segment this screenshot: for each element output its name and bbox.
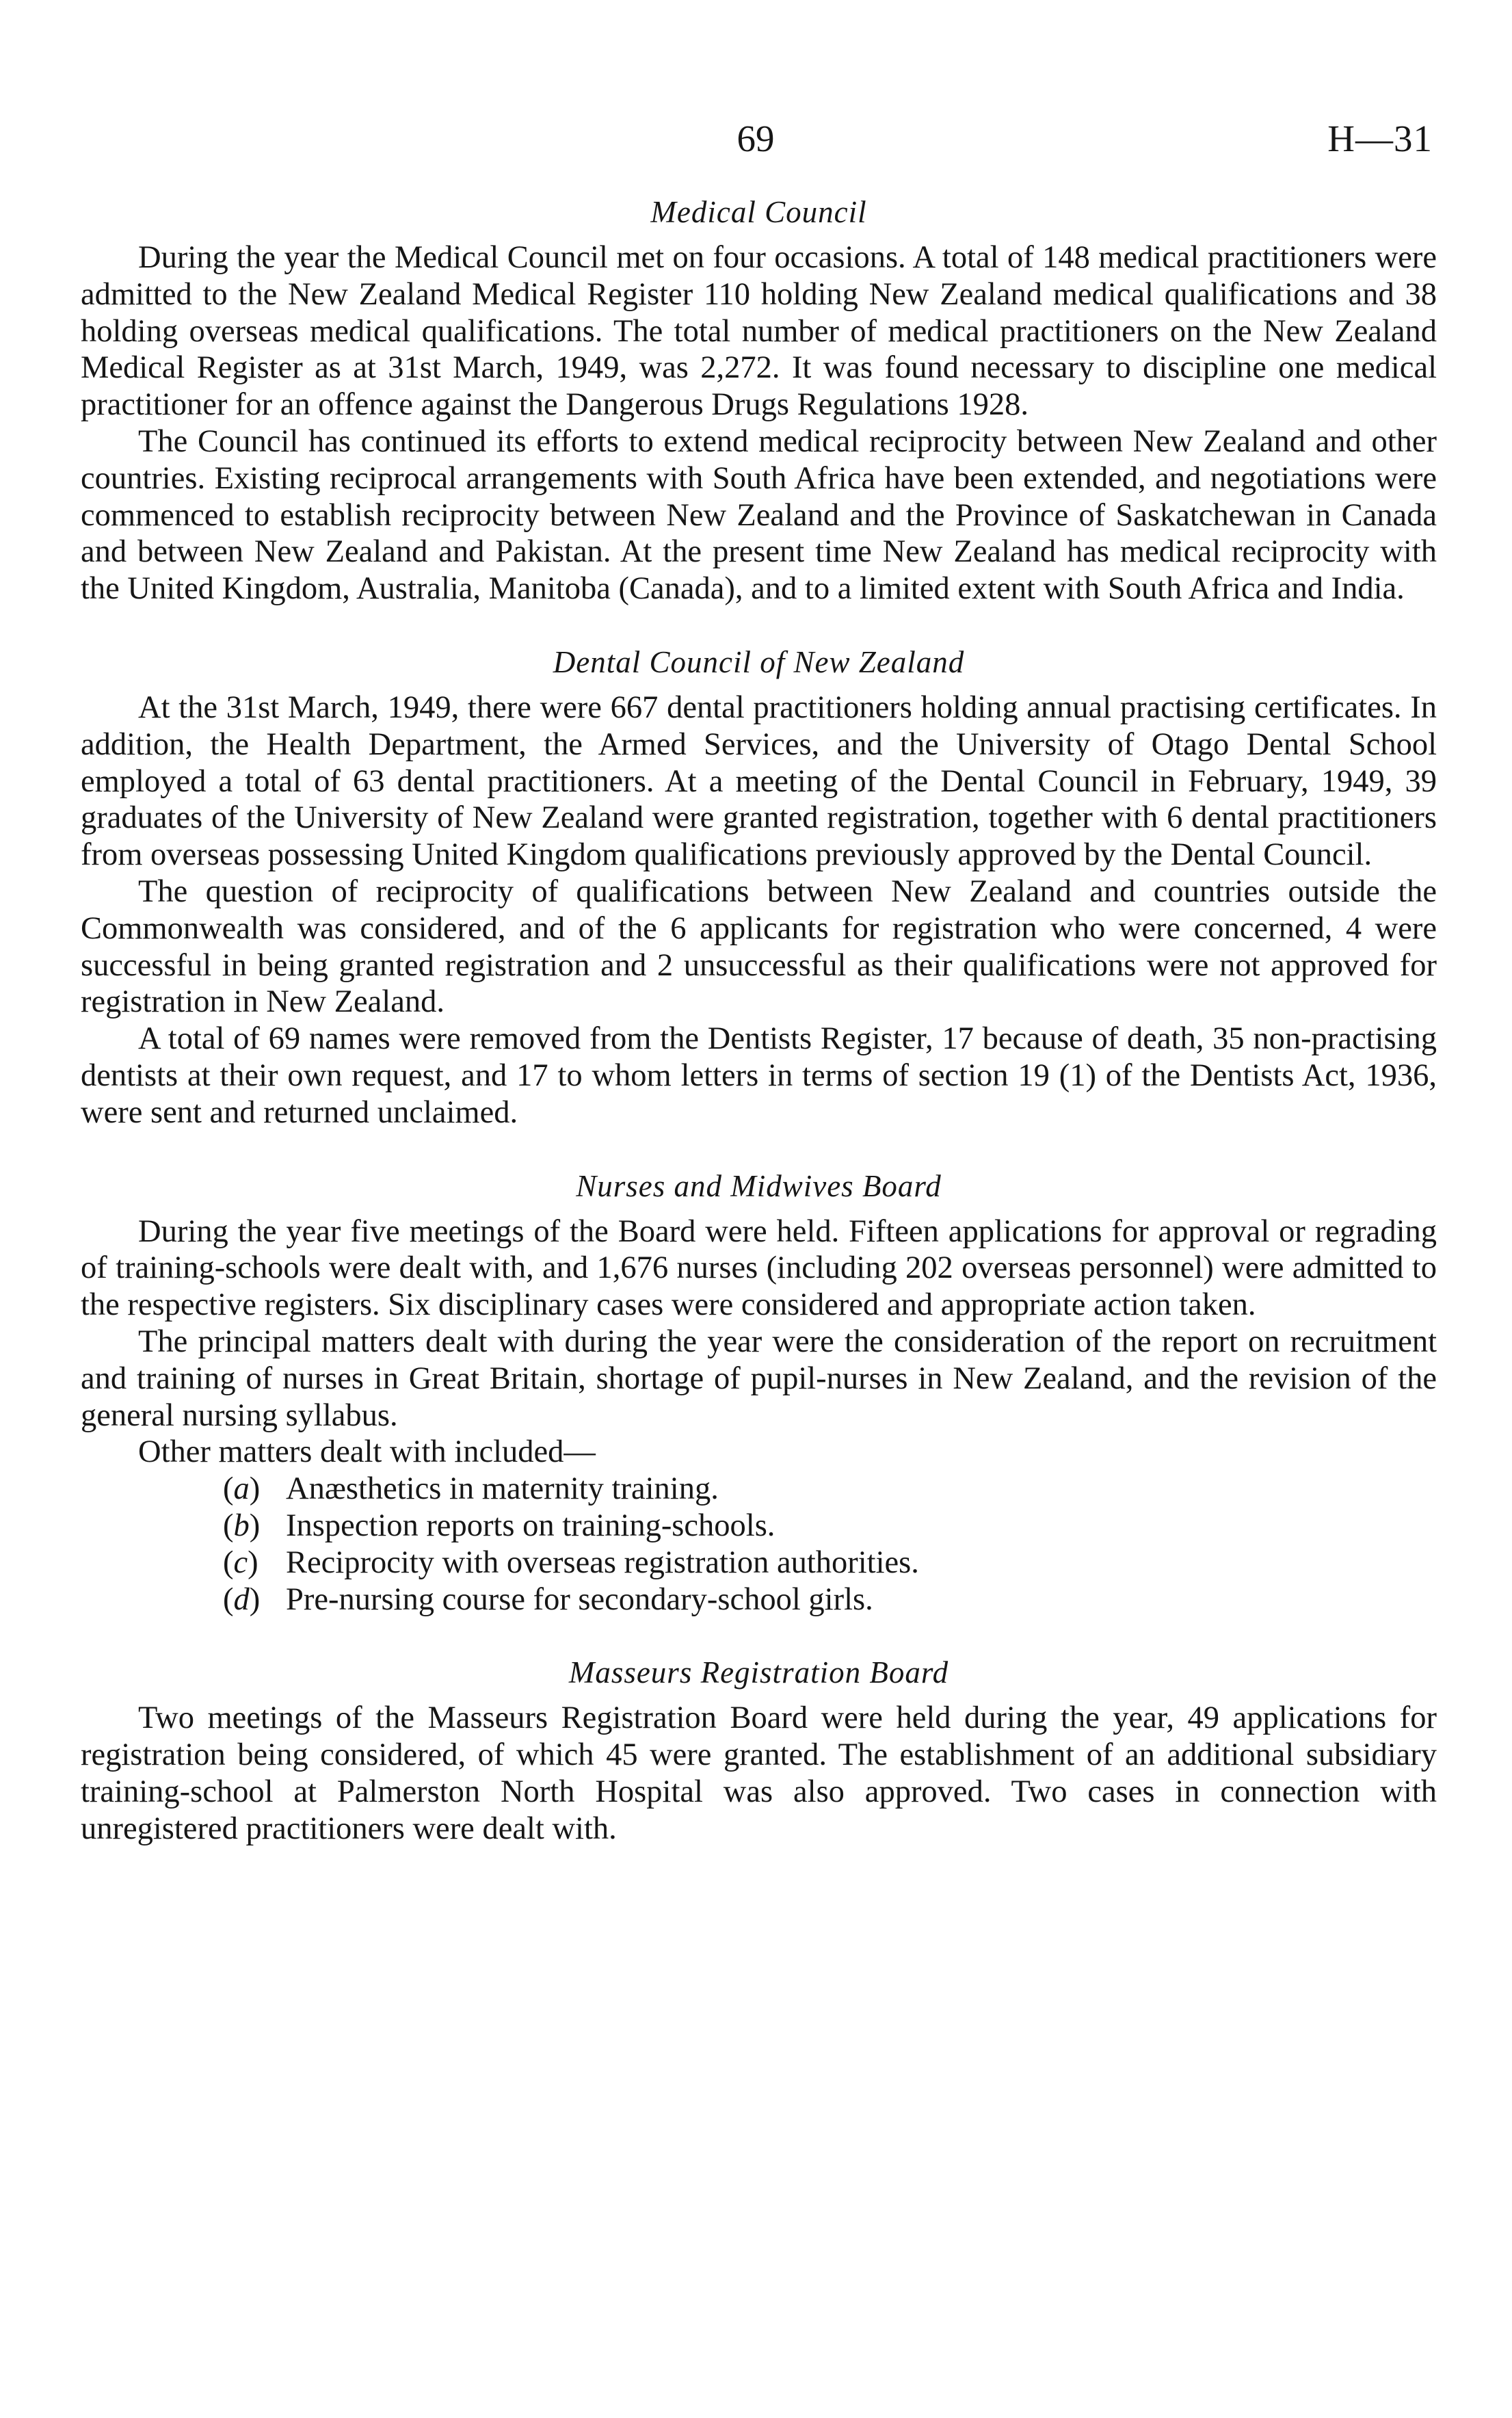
- matters-list: [81, 1471, 1437, 1618]
- list-item-text: Anæsthetics in maternity training.: [286, 1471, 719, 1507]
- page-header: [0, 115, 1512, 163]
- list-item-text: Reciprocity with overseas registration authorities.: [286, 1545, 919, 1580]
- list-item: [81, 1471, 1437, 1508]
- section-heading: Dental Council of New Zealand: [553, 644, 965, 679]
- paragraph: Other matters dealt with included—: [138, 1434, 596, 1470]
- list-marker: (c): [223, 1545, 258, 1580]
- list-item: [81, 1581, 1437, 1618]
- list-item-text: Inspection reports on training-schools.: [286, 1508, 775, 1543]
- page-body: [81, 193, 1437, 1847]
- section-dental-council: [81, 643, 1437, 1131]
- paragraph: A total of 69 names were removed from the Dentists Register, 17 because of death, 35 non-practising dentists at their own request, and 17 to whom letters in terms of section 19 (1) of the Dentists Act, 1936, were sent and returned unclaimed.: [81, 1021, 1437, 1130]
- page-number: 69: [737, 118, 775, 159]
- paragraph: During the year five meetings of the Board were held. Fifteen applications for approval or regrading of training-schools were dealt with, and 1,676 nurses (including 202 overseas personnel) were admitted to the respective registers. Six disciplinary cases were considered and appropriate action taken.: [81, 1213, 1437, 1323]
- paragraph: The Council has continued its efforts to extend medical reciprocity between New Zealand and other countries. Existing reciprocal arrangements with South Africa have been extended, and negotiations were commenced to establish reciprocity between New Zealand and the Province of Saskatchewan in Canada and between New Zealand and Pakistan. At the present time New Zealand has medical reciprocity with the United Kingdom, Australia, Manitoba (Canada), and to a limited extent with South Africa and India.: [81, 423, 1437, 607]
- section-masseurs-registration-board: [81, 1653, 1437, 1847]
- section-heading: Medical Council: [650, 195, 867, 229]
- section-medical-council: [81, 193, 1437, 607]
- paragraph: The principal matters dealt with during the year were the consideration of the report on recruitment and training of nurses in Great Britain, shortage of pupil-nurses in New Zealand, and the revision of the general nursing syllabus.: [81, 1324, 1437, 1433]
- paragraph: The question of reciprocity of qualifications between New Zealand and countries outside the Commonwealth was considered, and of the 6 applicants for registration who were concerned, 4 were successful in being granted registration and 2 unsuccessful as their qualifications were not approved for registration in New Zealand.: [81, 873, 1437, 1020]
- paragraph: At the 31st March, 1949, there were 667 dental practitioners holding annual practising certificates. In addition, the Health Department, the Armed Services, and the University of Otago Dental School employed a total of 63 dental practitioners. At a meeting of the Dental Council in February, 1949, 39 graduates of the University of New Zealand were granted registration, together with 6 dental practitioners from overseas possessing United Kingdom qualifications previously approved by the Dental Council.: [81, 689, 1437, 873]
- list-item-text: Pre-nursing course for secondary-school girls.: [286, 1581, 873, 1617]
- paragraph: During the year the Medical Council met on four occasions. A total of 148 medical practitioners were admitted to the New Zealand Medical Register 110 holding New Zealand medical qualifications and 38 holding overseas medical qualifications. The total number of medical practitioners on the New Zealand Medical Register as at 31st March, 1949, was 2,272. It was found necessary to discipline one medical practitioner for an offence against the Dangerous Drugs Regulations 1928.: [81, 240, 1437, 423]
- list-marker: (a): [223, 1471, 261, 1507]
- document-reference: H—31: [1327, 118, 1433, 159]
- section-heading: Masseurs Registration Board: [568, 1655, 949, 1690]
- list-marker: (b): [223, 1508, 261, 1543]
- section-heading: Nurses and Midwives Board: [576, 1168, 942, 1203]
- section-nurses-midwives-board: [81, 1167, 1437, 1618]
- list-marker: (d): [223, 1581, 261, 1617]
- list-item: [81, 1545, 1437, 1581]
- list-item: [81, 1508, 1437, 1545]
- paragraph: Two meetings of the Masseurs Registration Board were held during the year, 49 applications for registration being considered, of which 45 were granted. The establishment of an additional subsidiary training-school at Palmerston North Hospital was also approved. Two cases in connection with unregistered practitioners were dealt with.: [81, 1700, 1437, 1846]
